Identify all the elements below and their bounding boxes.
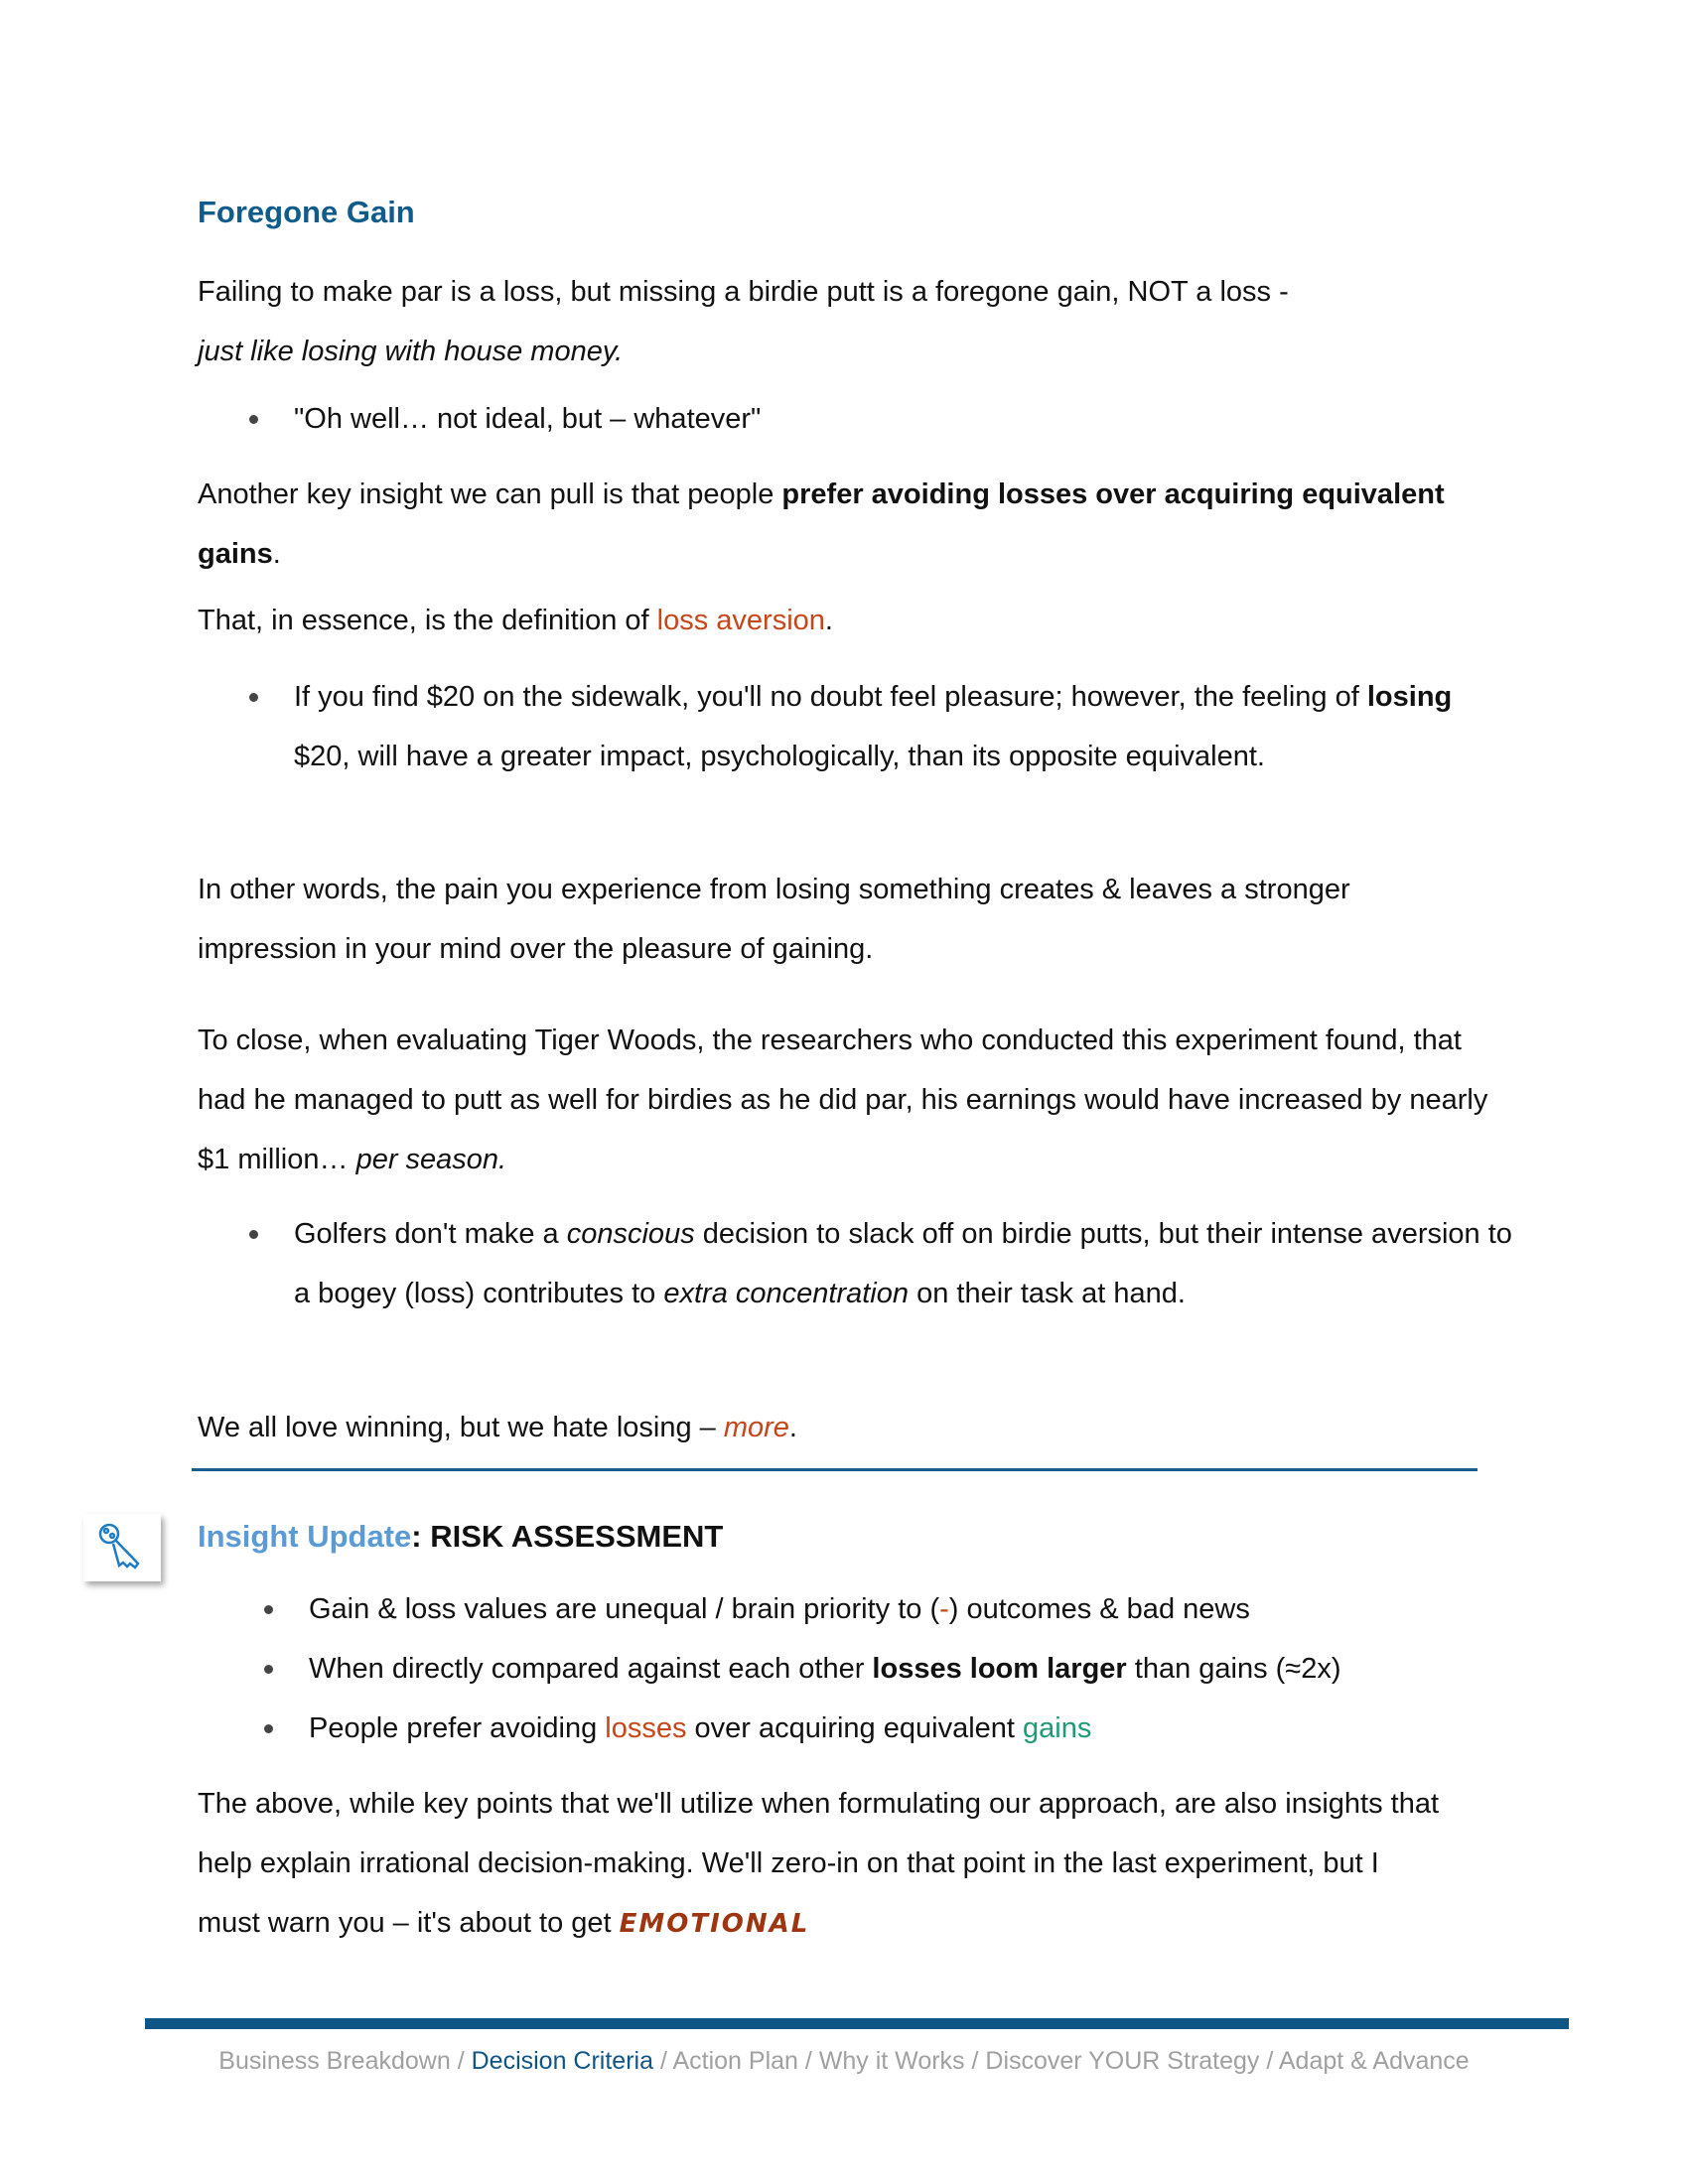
footer-nav: Business Breakdown / Decision Criteria / Action Plan / Why it Works / Discover YOUR Strategy / Adapt & Advance bbox=[218, 2047, 1470, 2075]
paragraph-summary: The above, while key points that we'll utilize when formulating our approach, are also insights that help explain irrational decision-making. We'll zero-in on that point in the last experiment, but I must warn you – it's about to get EMOTIONAL bbox=[198, 1788, 1440, 1939]
paragraph-close: To close, when evaluating Tiger Woods, the researchers who conducted this experiment found, that had he managed to putt as well for birdies as he did par, his earnings would have increased by nearly $1 million… per season. bbox=[198, 1024, 1488, 1175]
loss-aversion-link[interactable]: loss aversion bbox=[656, 605, 825, 636]
paragraph-insight: Another key insight we can pull is that people prefer avoiding losses over acquiring equivalent gains. bbox=[198, 478, 1445, 570]
footer-link-business-breakdown[interactable]: Business Breakdown bbox=[218, 2047, 451, 2075]
paragraph-foregone: Failing to make par is a loss, but missing a birdie putt is a foregone gain, NOT a loss - just like losing with house money. bbox=[198, 276, 1289, 367]
list-item: "Oh well… not ideal, but – whatever" bbox=[294, 389, 1525, 449]
divider bbox=[192, 1468, 1477, 1471]
list-item: People prefer avoiding losses over acquiring equivalent gains bbox=[309, 1699, 1540, 1758]
key-icon bbox=[83, 1514, 161, 1581]
footer-link-adapt-advance[interactable]: Adapt & Advance bbox=[1278, 2047, 1470, 2075]
footer-link-why-it-works[interactable]: Why it Works bbox=[818, 2047, 965, 2075]
footer-bar bbox=[145, 2018, 1569, 2029]
more-link[interactable]: more bbox=[723, 1412, 789, 1443]
paragraph-definition: That, in essence, is the definition of loss aversion. bbox=[198, 605, 833, 636]
insight-heading: Insight Update: RISK ASSESSMENT bbox=[198, 1519, 724, 1554]
section-heading: Foregone Gain bbox=[198, 195, 415, 229]
paragraph-other-words: In other words, the pain you experience from losing something creates & leaves a stronger impression in your mind over the pleasure of gaining. bbox=[198, 874, 1350, 965]
list-item: When directly compared against each other losses loom larger than gains (≈2x) bbox=[309, 1639, 1540, 1699]
paragraph-winning: We all love winning, but we hate losing – more. bbox=[198, 1412, 797, 1443]
footer-link-decision-criteria[interactable]: Decision Criteria bbox=[471, 2047, 653, 2075]
list-item: Golfers don't make a conscious decision to slack off on birdie putts, but their intense aversion to a bogey (loss) contributes to extra concentration on their task at hand. bbox=[294, 1204, 1525, 1323]
list-item: Gain & loss values are unequal / brain priority to (-) outcomes & bad news bbox=[309, 1579, 1540, 1639]
list-item: If you find $20 on the sidewalk, you'll no doubt feel pleasure; however, the feeling of losing $20, will have a greater impact, psychologically, than its opposite equivalent. bbox=[294, 667, 1485, 786]
emotional-wordart: EMOTIONAL bbox=[619, 1909, 810, 1939]
footer-link-action-plan[interactable]: Action Plan bbox=[672, 2047, 798, 2075]
footer-link-discover-strategy[interactable]: Discover YOUR Strategy bbox=[985, 2047, 1260, 2075]
